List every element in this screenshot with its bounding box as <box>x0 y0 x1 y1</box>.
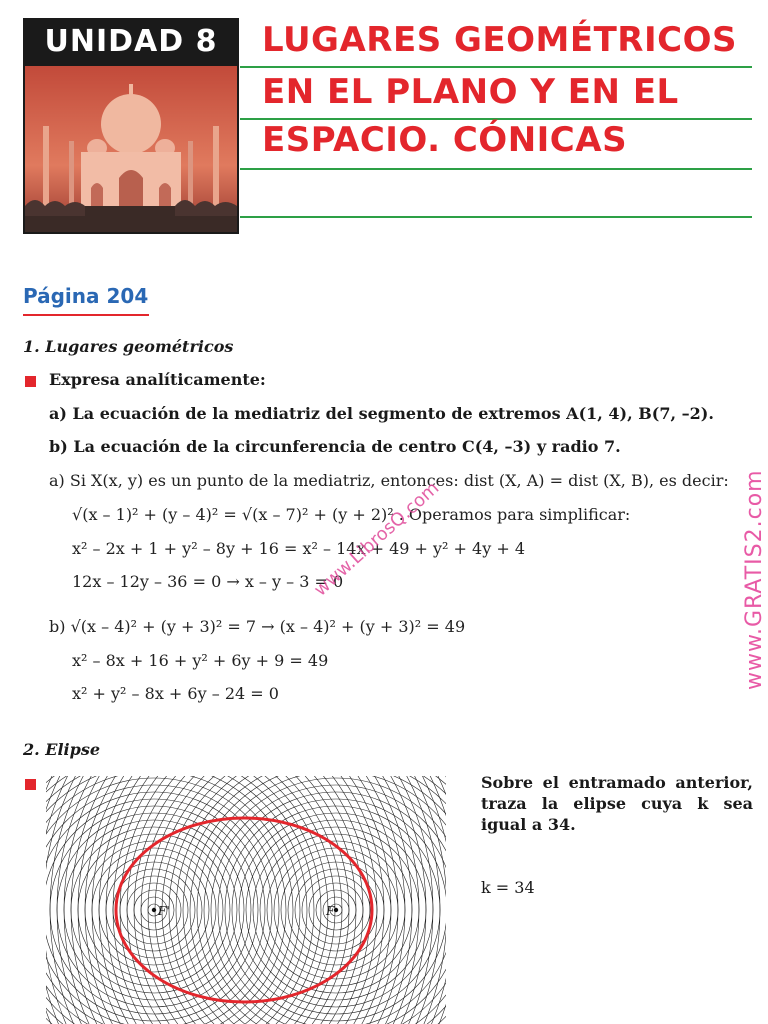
bullet-marker <box>25 376 36 387</box>
solution-b-line-2: x² – 8x + 16 + y² + 6y + 9 = 49 <box>72 651 329 670</box>
watermark-diagonal: www.LibrosQ.com <box>310 477 444 601</box>
title-rule <box>240 66 752 68</box>
solution-a-line-3: x² – 2x + 1 + y² – 8y + 16 = x² – 14x + 49 + y² + 4y + 4 <box>72 539 526 558</box>
grid-ring <box>155 776 446 1024</box>
solution-b-line-1: b) √(x – 4)² + (y + 3)² = 7 → (x – 4)² + (y + 3)² = 49 <box>49 617 466 636</box>
chapter-title-line-1: LUGARES GEOMÉTRICOS <box>262 20 737 60</box>
heading-underline <box>23 314 149 316</box>
bullet-marker <box>25 779 36 790</box>
ellipse-grid-figure <box>46 776 446 1024</box>
solution-a-line-2: √(x – 1)² + (y – 4)² = √(x – 7)² + (y + 2)² . Operamos para simplificar: <box>72 505 631 524</box>
focus-left-label: F' <box>158 904 170 918</box>
task-item-b: b) La ecuación de la circunferencia de centro C(4, –3) y radio 7. <box>49 437 621 456</box>
watermark-vertical: www.GRATIS2.com <box>742 469 767 690</box>
unit-badge <box>23 18 239 234</box>
focus-right-label: F <box>326 904 335 918</box>
chapter-title-line-2: EN EL PLANO Y EN EL <box>262 72 679 112</box>
taj-mahal-image <box>25 66 237 232</box>
title-rule <box>240 216 752 218</box>
task-statement: Expresa analíticamente: <box>49 370 266 389</box>
chapter-title-line-3: ESPACIO. CÓNICAS <box>262 120 628 160</box>
ellipse-instruction: Sobre el entramado anterior, traza la elipse cuya k sea igual a 34. <box>481 773 753 834</box>
grid-ring <box>204 778 446 1024</box>
focus-right-point <box>334 908 338 912</box>
section-title: 1. Lugares geométricos <box>23 337 234 356</box>
solution-a-line-4: 12x – 12y – 36 = 0 → x – y – 3 = 0 <box>72 572 344 591</box>
focus-left-point <box>152 908 156 912</box>
title-rule <box>240 168 752 170</box>
unit-label: UNIDAD 8 <box>44 23 218 59</box>
section-title: 2. Elipse <box>23 740 100 759</box>
grid-ring <box>46 776 440 1024</box>
page-number-heading: Página 204 <box>23 284 149 308</box>
grid-ring <box>50 776 446 1024</box>
task-item-a: a) La ecuación de la mediatriz del segmento de extremos A(1, 4), B(7, –2). <box>49 404 714 423</box>
solution-b-line-3: x² + y² – 8x + 6y – 24 = 0 <box>72 684 279 703</box>
solution-a-line-1: a) Si X(x, y) es un punto de la mediatriz, entonces: dist (X, A) = dist (X, B), es decir: <box>49 471 729 490</box>
k-value: k = 34 <box>481 878 535 897</box>
